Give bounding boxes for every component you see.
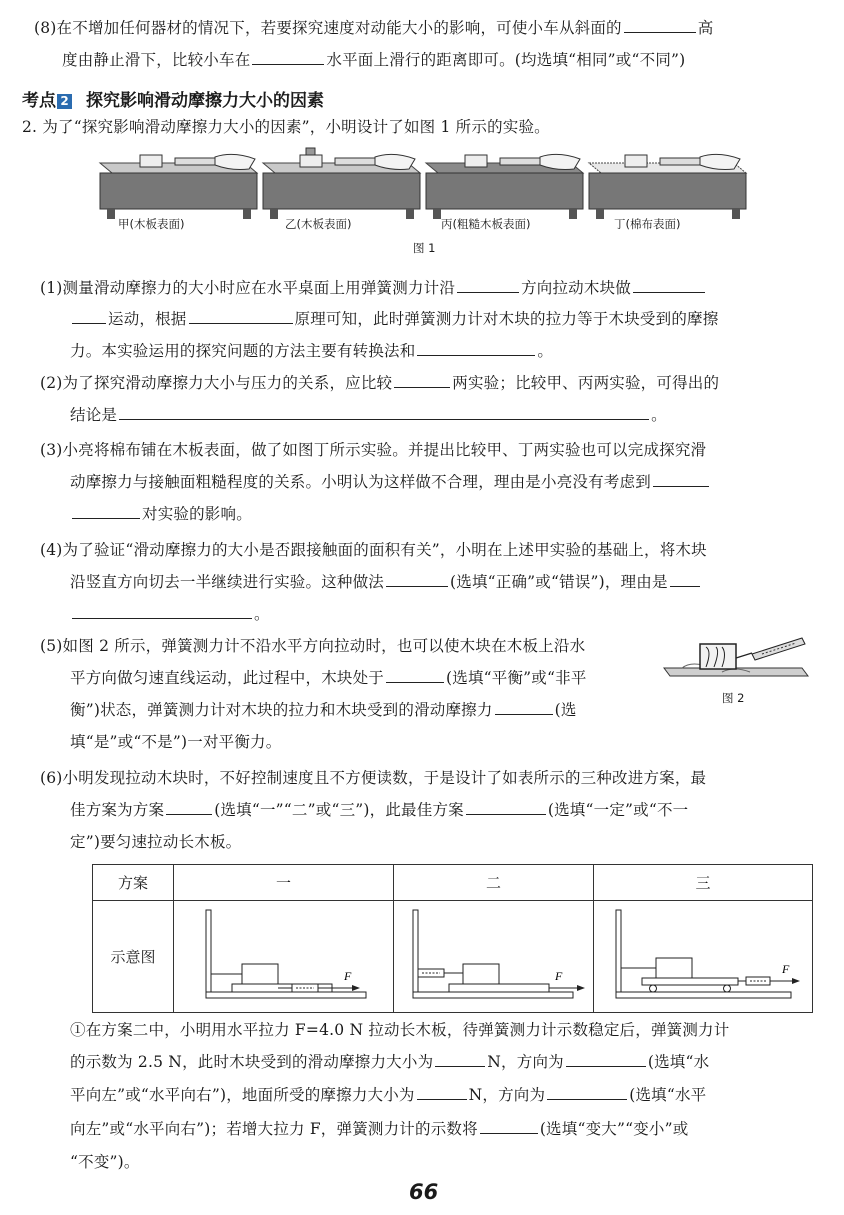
page-number: 66 [409,1180,439,1204]
caption-bing: 丙(粗糙木板表面) [441,217,531,231]
q8-line-1: (8)在不增加任何器材的情况下，若要探究速度对动能大小的影响，可使小车从斜面的 高 [34,19,714,37]
table-header-plan-1: 一 [174,865,394,901]
answer-blank[interactable] [119,405,649,420]
answer-blank[interactable] [466,800,546,815]
answer-blank[interactable] [480,1119,538,1134]
p1-line-1: (1)测量滑动摩擦力的大小时应在水平桌面上用弹簧测力计沿 方向拉动木块做 [40,278,707,298]
p5-line-4: 填“是”或“不是”)一对平衡力。 [70,733,282,751]
experiment-jia-illustration [100,154,257,219]
answer-blank[interactable] [189,309,293,324]
p5-line-2: 平方向做匀速直线运动，此过程中，木块处于 (选填“平衡”或“非平 [70,669,587,687]
answer-blank[interactable] [72,309,106,324]
answer-blank[interactable] [547,1085,627,1100]
answer-blank[interactable] [252,50,324,65]
force-label: F [343,968,351,983]
sub1-line-4: 向左”或“水平向右”)；若增大拉力 F，弹簧测力计的示数将 (选填“变大”“变小”或 [70,1120,689,1138]
answer-blank[interactable] [435,1052,485,1067]
p3-line-1: (3)小亮将棉布铺在木板表面，做了如图丁所示实验。并提出比较甲、丁两实验也可以完成探究滑 [40,441,707,459]
p2-line-1: (2)为了探究滑动摩擦力大小与压力的关系，应比较 两实验；比较甲、丙两实验，可得出的 [40,374,720,392]
force-label: F [554,968,562,983]
plan-3-diagram [598,904,808,1006]
experiment-ding-illustration [589,154,746,219]
sub1-line-2: 的示数为 2.5 N，此时木块受到的滑动摩擦力大小为 N，方向为 (选填“水 [70,1053,710,1071]
p3-line-2: 动摩擦力与接触面粗糙程度的关系。小明认为这样做不合理，理由是小亮没有考虑到 [70,472,711,492]
p4-line-3: 。 [70,604,270,624]
p4-line-1: (4)为了验证“滑动摩擦力的大小是否跟接触面的面积有关”，小明在上述甲实验的基础上，将木块 [40,541,707,559]
caption-ding: 丁(棉布表面) [614,217,681,231]
section-heading: 考点 2 探究影响滑动摩擦力大小的因素 [22,91,324,111]
q2-intro: 2. 为了“探究影响滑动摩擦力大小的因素”，小明设计了如图 1 所示的实验。 [22,118,550,136]
section-number-badge: 2 [57,94,72,109]
figure-1-label: 图 1 [413,241,436,255]
answer-blank[interactable] [670,572,700,587]
answer-blank[interactable] [417,1085,467,1100]
figure-2-angled-pull [662,632,812,684]
answer-blank[interactable] [386,668,444,683]
answer-blank[interactable] [166,800,212,815]
answer-blank[interactable] [386,572,448,587]
answer-blank[interactable] [624,18,696,33]
plan-3-diagram-cell [594,901,813,1013]
sub1-line-1: ①在方案二中，小明用水平拉力 F=4.0 N 拉动长木板，待弹簧测力计示数稳定后，弹簧测力计 [70,1021,730,1039]
table-header-label: 方案 [93,865,174,901]
table-row-label: 示意图 [93,901,174,1013]
answer-blank[interactable] [394,373,450,388]
experiment-bing-illustration [426,154,583,219]
caption-jia: 甲(木板表面) [118,217,185,231]
p6-line-3: 定”)要匀速拉动长木板。 [70,833,242,851]
answer-blank[interactable] [417,341,535,356]
table-header-plan-2: 二 [394,865,594,901]
p1-line-3: 力。本实验运用的探究问题的方法主要有转换法和 。 [70,342,554,360]
answer-blank[interactable] [457,278,519,293]
answer-blank[interactable] [566,1052,646,1067]
p2-line-2: 结论是 。 [70,406,667,424]
p3-line-3: 对实验的影响。 [70,504,252,524]
plan-1-diagram [184,904,384,1006]
sub1-line-5: “不变”)。 [70,1153,140,1171]
figure-2-label: 图 2 [722,691,745,705]
sub1-line-3: 平向左”或“水平向右”)，地面所受的摩擦力大小为 N，方向为 (选填“水平 [70,1086,707,1104]
caption-yi: 乙(木板表面) [285,217,352,231]
figure-1-experiments [95,145,755,220]
answer-blank[interactable] [495,700,553,715]
plans-table [92,864,813,1013]
answer-blank[interactable] [72,504,140,519]
p6-line-1: (6)小明发现拉动木块时，不好控制速度且不方便读数，于是设计了如表所示的三种改进方案，最 [40,769,707,787]
experiment-yi-illustration [263,148,420,219]
p4-line-2: 沿竖直方向切去一半继续进行实验。这种做法 (选填“正确”或“错误”)，理由是 [70,572,702,592]
p6-line-2: 佳方案为方案 (选填“一”“二”或“三”)，此最佳方案 (选填“一定”或“不一 [70,801,689,819]
answer-blank[interactable] [72,604,252,619]
q8-line-2: 度由静止滑下，比较小车在 水平面上滑行的距离即可。(均选填“相同”或“不同”) [62,51,686,69]
answer-blank[interactable] [653,472,709,487]
plan-1-diagram-cell [174,901,394,1013]
force-label: F [782,961,790,976]
table-header-plan-3: 三 [594,865,813,901]
p1-line-2: 运动，根据 原理可知，此时弹簧测力计对木块的拉力等于木块受到的摩擦 [70,309,718,329]
answer-blank[interactable] [633,278,705,293]
p5-line-1: (5)如图 2 所示，弹簧测力计不沿水平方向拉动时，也可以使木块在木板上沿水 [40,637,586,655]
plan-2-diagram-cell [394,901,594,1013]
plan-2-diagram [399,904,589,1006]
p5-line-3: 衡”)状态，弹簧测力计对木块的拉力和木块受到的滑动摩擦力 (选 [70,701,577,719]
